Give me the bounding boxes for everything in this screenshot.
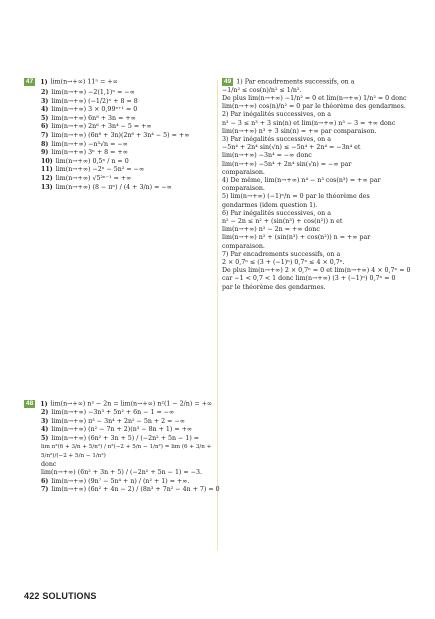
answer-line: 12) lim(n→+∞) √5²ⁿ⁻¹ = +∞ bbox=[41, 175, 132, 183]
answer-line: 2) lim(n→+∞) −3n³ + 5n² + 6n − 1 = −∞ bbox=[41, 409, 175, 417]
text-line: De plus lim(n→+∞) −1/n² = 0 et lim(n→+∞) 1/n² = 0 donc bbox=[222, 94, 407, 102]
answer-line: lim(n→+∞) (6n² + 3n + 5) / (−2n² + 5n − 1) = −3. bbox=[41, 469, 202, 477]
exercise-49-header: 49 1) Par encadrements successifs, on a bbox=[224, 78, 355, 86]
answer-line: 11) lim(n→+∞) −2ⁿ − 5n² = −∞ bbox=[41, 166, 145, 174]
exercise-number-badge: 48 bbox=[26, 400, 34, 407]
answer-line: 3) lim(n→+∞) π³ − 3n⁴ + 2n² − 5n + 2 = −∞ bbox=[41, 417, 185, 425]
column-divider bbox=[217, 80, 218, 550]
answer-line: 5) lim(n→+∞) 6n⁸ + 3n = +∞ bbox=[41, 114, 136, 122]
answer-line: lim n²(6 + 3/n + 5/n²) / n²(−2 + 5/n − 1/n²) = lim (6 + 3/n + 5/n²)/(−2 + 5/n − 1/n²) bbox=[41, 444, 212, 460]
text-line: 7) Par encadrements successifs, on a bbox=[222, 250, 341, 258]
text-line: gendarmes (idem question 1). bbox=[222, 201, 318, 209]
exercise-49 bbox=[222, 78, 418, 292]
answer-line: 13) lim(n→+∞) (8 − πⁿ) / (4 + 3/n) = −∞ bbox=[41, 183, 172, 191]
answer-line: 8) lim(n→+∞) −n³√n = −∞ bbox=[41, 140, 128, 148]
answer-line: 3) lim(n→+∞) (−1/2)ⁿ + 8 = 8 bbox=[41, 97, 138, 105]
exercise-48 bbox=[24, 400, 220, 495]
text-line: 5) lim(n→+∞) (−1)ⁿ/n = 0 par le théorème des bbox=[222, 193, 370, 201]
answer-line: donc bbox=[41, 460, 57, 468]
text-line: lim(n→+∞) n³ + 3 sin(n) = +∞ par comparaison. bbox=[222, 127, 377, 135]
text-line: lim(n→+∞) −5n⁴ + 2n⁴ sin(√n) = −∞ par bbox=[222, 160, 352, 168]
exercise-number-badge: 47 bbox=[26, 78, 34, 85]
answer-line: 5) lim(n→+∞) (6n² + 3n + 5) / (−2n² + 5n − 1) = bbox=[41, 434, 200, 442]
text-line: comparaison. bbox=[222, 242, 265, 250]
answer-line: 9) lim(n→+∞) 3ⁿ + 8 = +∞ bbox=[41, 149, 128, 157]
exercise-number-badge: 49 bbox=[224, 78, 232, 85]
text-line: De plus lim(n→+∞) 2 × 0,7ⁿ = 0 et lim(n→+∞) 4 × 0,7ⁿ = 0 bbox=[222, 267, 411, 275]
text-line: lim(n→+∞) cos(n)/n² = 0 par le théorème des gendarmes. bbox=[222, 103, 406, 111]
text-line: lim(n→+∞) n² + (sin(n³) + cos(n²)) n = +∞ par bbox=[222, 234, 371, 242]
page-footer: 422 SOLUTIONS bbox=[24, 591, 97, 601]
text-line: 4) De même, lim(n→+∞) n⁴ − n³ cos(n³) = +∞ par bbox=[222, 176, 381, 184]
text-line: 2 × 0,7ⁿ ≤ (3 + (−1)ⁿ) 0,7ⁿ ≤ 4 × 0,7ⁿ. bbox=[222, 258, 345, 266]
answer-line: 6) lim(n→+∞) (9n⁷ − 5n⁴ + n) / (n² + 1) = +∞. bbox=[41, 477, 190, 485]
answer-line: 4) lim(n→+∞) (n² − 7n + 2)(n³ − 8n + 1) = +∞ bbox=[41, 426, 193, 434]
answer-line: 10) lim(n→+∞) 0,5ⁿ / n = 0 bbox=[41, 157, 129, 165]
exercise-47 bbox=[24, 78, 214, 192]
exercise-48-header: 48 1) lim(n→+∞) n² − 2n = lim(n→+∞) n²(1 − 2/n) = +∞ bbox=[26, 400, 213, 408]
text-line: n² − 2n ≤ n² + (sin(n³) + cos(n²)) n et bbox=[222, 217, 343, 225]
text-line: n³ − 3 ≤ n³ + 3 sin(n) et lim(n→+∞) n³ − 3 = +∞ donc bbox=[222, 119, 396, 127]
text-line: −5n⁴ + 2n⁴ sin(√n) ≤ −5n⁴ + 2n⁴ = −3n⁴ et bbox=[222, 144, 361, 152]
text-line: 2) Par inégalités successives, on a bbox=[222, 111, 331, 119]
answer-line: 7) lim(n→+∞) (6n² + 4n − 2) / (8n³ + 7n² − 4n + 7) = 0 bbox=[41, 486, 220, 494]
answer-line: 4) lim(n→+∞) 3 × 0,99ⁿ⁺¹ = 0 bbox=[41, 106, 138, 114]
answer-line: 2) lim(n→+∞) −2(1,1)ⁿ = −∞ bbox=[41, 89, 135, 97]
text-line: car −1 < 0,7 < 1 donc lim(n→+∞) (3 + (−1)ⁿ) 0,7ⁿ = 0 bbox=[222, 275, 396, 283]
text-line: comparaison. bbox=[222, 168, 265, 176]
text-line: lim(n→+∞) n² − 2n = +∞ donc bbox=[222, 226, 320, 234]
answer-line: 6) lim(n→+∞) 2n⁶ + 3n⁴ − 5 = +∞ bbox=[41, 123, 152, 131]
text-line: −1/n² ≤ cos(n)/n² ≤ 1/n². bbox=[222, 86, 302, 94]
exercise-47-header: 47 1) lim(n→+∞) 11ⁿ = +∞ bbox=[26, 78, 118, 86]
text-line: 6) Par inégalités successives, on a bbox=[222, 209, 331, 217]
text-line: 3) Par inégalités successives, on a bbox=[222, 135, 331, 143]
text-line: lim(n→+∞) −3n⁴ = −∞ donc bbox=[222, 152, 312, 160]
text-line: comparaison. bbox=[222, 185, 265, 193]
answer-text: lim(n→+∞) 11ⁿ = +∞ bbox=[50, 78, 118, 86]
answer-line: 7) lim(n→+∞) (6n⁸ + 3n)(2n⁶ + 3n⁴ − 5) = +∞ bbox=[41, 132, 190, 140]
text-line: par le théorème des gendarmes. bbox=[222, 283, 326, 291]
